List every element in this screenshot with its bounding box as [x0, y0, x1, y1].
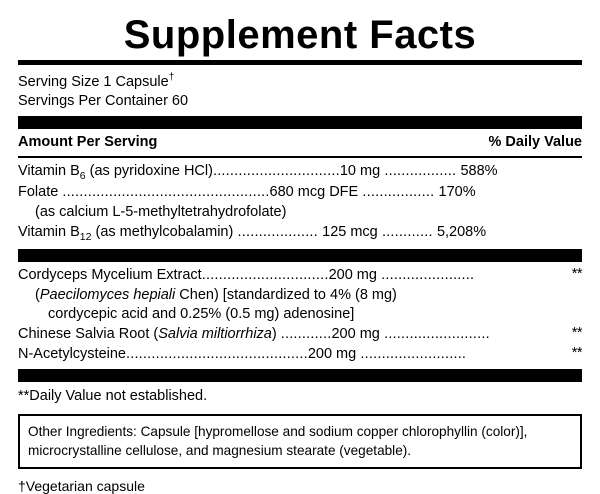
vitamin-b12-daily-value: 5,208% [436, 223, 487, 240]
folate-daily-value: 170% [438, 184, 476, 201]
salvia-dots-1: ............ [280, 325, 332, 342]
vitamin-b6-subscript: 6 [79, 169, 86, 182]
daily-value-footnote: **Daily Value not established. [18, 388, 208, 405]
nac-dots-1: ........................................... [125, 345, 308, 362]
cordyceps-standardization-line-2: cordycepic acid and 0.25% (0.5 mg) adenosine] [48, 306, 355, 323]
vegetarian-capsule-note: †Vegetarian capsule [18, 477, 145, 494]
cordyceps-note-rest: Chen) [standardized to 4% (8 mg) [175, 286, 397, 303]
folate-amount: 680 mcg DFE [269, 184, 359, 201]
other-ingredients-line-2: microcrystalline cellulose, and magnesium stearate (vegetable). [28, 442, 412, 458]
divider-thick-top [18, 60, 582, 65]
vitamin-b12-name-post: (as methylcobalamin) [91, 223, 234, 240]
cordyceps-dots-1: .............................. [201, 266, 329, 283]
vitamin-b12-amount: 125 mcg [322, 223, 378, 240]
vitamin-b6-name-post: (as pyridoxine HCl) [85, 163, 213, 180]
other-ingredients-box [18, 414, 582, 468]
vitamin-b6-name-pre: Vitamin B [18, 163, 80, 180]
panel-title: Supplement Facts [123, 13, 477, 57]
nac-name: N-Acetylcysteine [18, 345, 126, 362]
header-percent-daily-value: % Daily Value [488, 134, 582, 151]
vitamin-b12-name-pre: Vitamin B [18, 223, 80, 240]
vitamin-b12-dots-2: ............ [377, 223, 437, 240]
vitamin-b12-subscript: 12 [79, 230, 92, 243]
divider-band-blend [18, 249, 582, 262]
salvia-dots-2: ......................... [379, 325, 490, 342]
salvia-amount: 200 mg [331, 325, 380, 342]
divider-thin-under-header [18, 156, 582, 158]
vitamin-b6-dots-2: ................. [380, 163, 461, 180]
salvia-species-italic: Salvia miltiorrhiza [158, 325, 272, 342]
servings-per-container-line: Servings Per Container 60 [18, 92, 189, 109]
folate-dots-1: ................................................. [62, 184, 270, 201]
vitamin-b6-dots-1: .............................. [212, 163, 340, 180]
folate-source-note: (as calcium L-5-methyltetrahydrofolate) [35, 203, 287, 220]
cordyceps-name: Cordyceps Mycelium Extract [18, 266, 202, 283]
folate-dots-2: ................. [358, 184, 439, 201]
vitamin-b6-daily-value: 588% [460, 163, 498, 180]
serving-size-text: Serving Size 1 Capsule [18, 73, 169, 90]
column-headers [18, 133, 582, 152]
divider-band-header [18, 116, 582, 129]
header-amount-per-serving: Amount Per Serving [18, 134, 158, 151]
nutrient-row-vitamin-b6 [18, 162, 582, 183]
other-ingredients-line-1: Other Ingredients: Capsule [hypromellose and sodium copper chlorophyllin (color)], [28, 424, 528, 440]
serving-size-line [18, 71, 582, 92]
folate-name-pre: Folate [18, 184, 63, 201]
nac-dots-2: ......................... [356, 345, 467, 362]
serving-info [18, 71, 582, 111]
nac-daily-value: ** [571, 344, 582, 361]
serving-size-dagger: † [168, 72, 175, 83]
nutrient-row-folate [18, 183, 582, 203]
vitamin-b12-dots-1: ................... [233, 223, 323, 240]
nutrient-row-chinese-salvia-root [18, 325, 582, 345]
herbal-section [18, 266, 582, 365]
nutrient-row-vitamin-b12 [18, 223, 582, 244]
cordyceps-standardization-line-1 [18, 286, 582, 306]
salvia-daily-value: ** [571, 324, 582, 341]
nac-amount: 200 mg [307, 345, 357, 362]
nutrient-row-n-acetylcysteine [18, 345, 582, 365]
divider-band-footnote [18, 369, 582, 382]
salvia-name-pre: Chinese Salvia Root ( [18, 325, 159, 342]
vitamin-b6-amount: 10 mg [339, 163, 381, 180]
nutrient-row-cordyceps [18, 266, 582, 286]
salvia-name-post: ) [271, 325, 281, 342]
cordyceps-note-open-paren: ( [35, 286, 40, 303]
cordyceps-amount: 200 mg [328, 266, 377, 283]
cordyceps-dots-2: ...................... [376, 266, 475, 283]
cordyceps-daily-value: ** [571, 265, 582, 282]
cordyceps-species-italic: Paecilomyces hepiali [39, 286, 176, 303]
vitamins-section [18, 162, 582, 244]
